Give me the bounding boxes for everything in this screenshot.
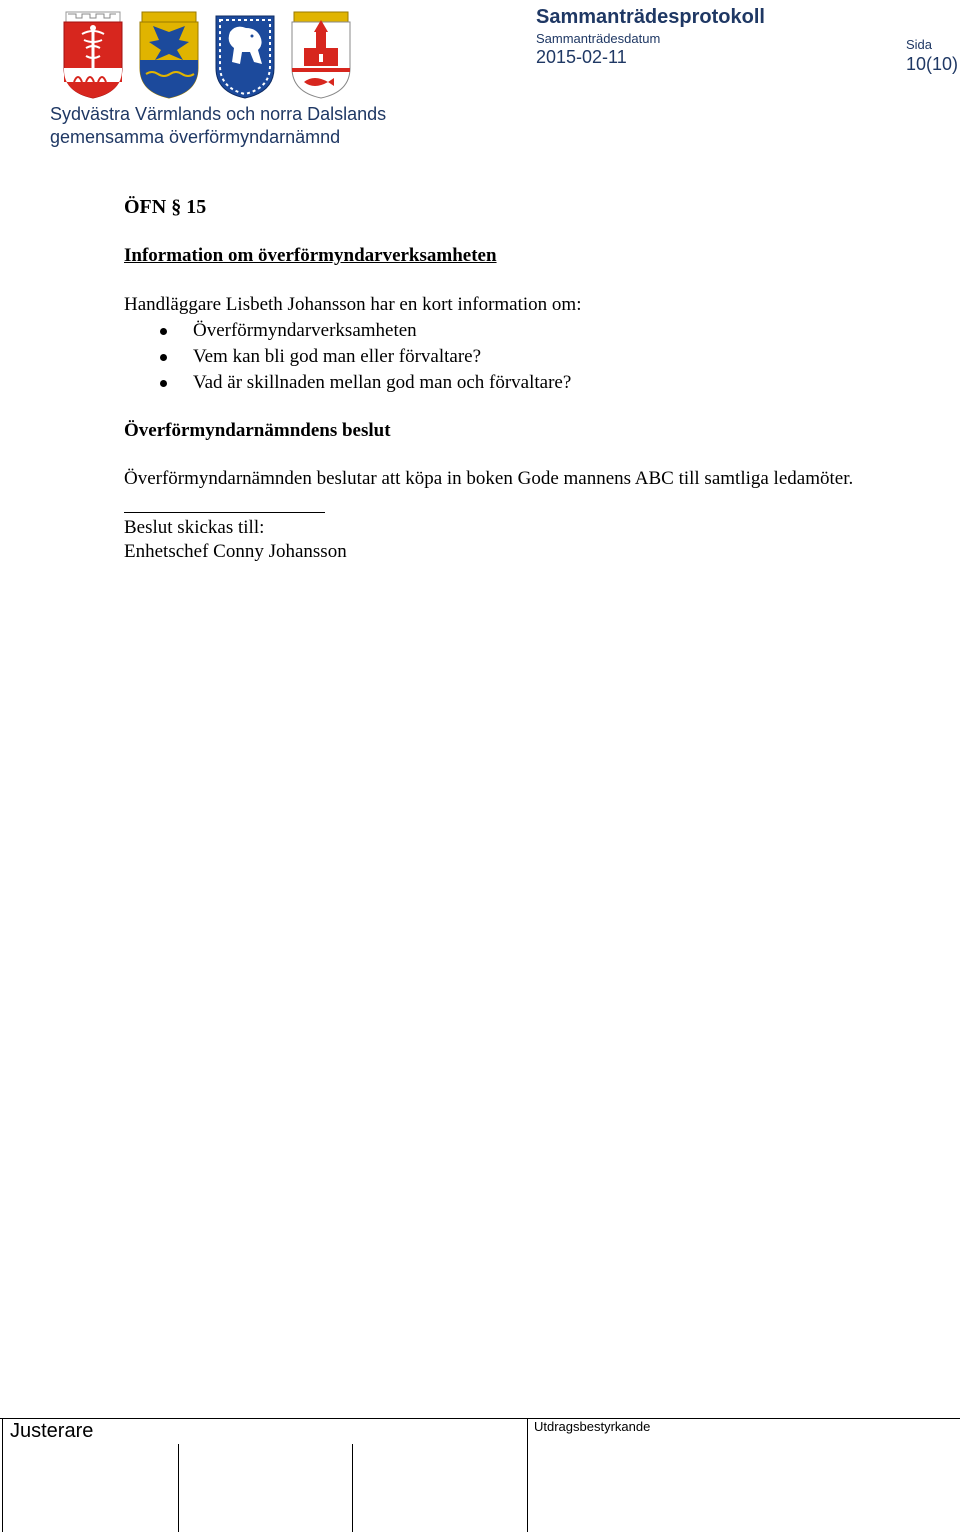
list-item — [124, 318, 571, 344]
eagle-crest-icon — [136, 10, 202, 100]
utdragsbestyrkande-label: Utdragsbestyrkande — [534, 1419, 651, 1434]
bullet-icon — [160, 354, 167, 361]
list-item — [124, 370, 571, 396]
bullet-text: Vad är skillnaden mellan god man och förvaltare? — [193, 372, 572, 393]
info-bullet-list — [124, 318, 571, 396]
decision-heading: Överförmyndarnämndens beslut — [124, 420, 391, 441]
organization-name-line2: gemensamma överförmyndarnämnd — [50, 127, 341, 147]
signature-box-border — [2, 1418, 3, 1532]
signature-box-border — [352, 1444, 353, 1532]
bullet-text: Vem kan bli god man eller förvaltare? — [193, 346, 482, 367]
church-fish-crest-icon — [288, 10, 354, 100]
page-number: 10(10) — [906, 54, 959, 74]
bullet-icon — [160, 380, 167, 387]
caduceus-crest-icon — [60, 10, 126, 100]
footer-divider — [0, 1418, 960, 1419]
page-label: Sida — [906, 37, 933, 52]
divider — [124, 512, 325, 513]
justerare-label: Justerare — [10, 1420, 94, 1442]
section-id: ÖFN § 15 — [124, 196, 207, 218]
intro-text: Handläggare Lisbeth Johansson har en kort information om: — [124, 294, 582, 315]
signature-box-border — [178, 1444, 179, 1532]
bullet-icon — [160, 328, 167, 335]
bullet-text: Överförmyndarverksamheten — [193, 320, 417, 341]
meeting-date-value: 2015-02-11 — [536, 47, 627, 67]
decision-text: Överförmyndarnämnden beslutar att köpa in boken Gode mannens ABC till samtliga ledamöter. — [124, 468, 854, 489]
signature-box-border — [527, 1418, 528, 1532]
organization-name-line1: Sydvästra Värmlands och norra Dalslands — [50, 104, 387, 124]
sent-to-recipient: Enhetschef Conny Johansson — [124, 541, 347, 562]
section-title: Information om överförmyndarverksamheten — [124, 245, 497, 266]
list-item — [124, 344, 571, 370]
bear-crest-icon — [212, 10, 278, 100]
meeting-date-label: Sammanträdesdatum — [536, 31, 661, 46]
sent-to-label: Beslut skickas till: — [124, 517, 265, 538]
document-title: Sammanträdesprotokoll — [536, 6, 765, 28]
